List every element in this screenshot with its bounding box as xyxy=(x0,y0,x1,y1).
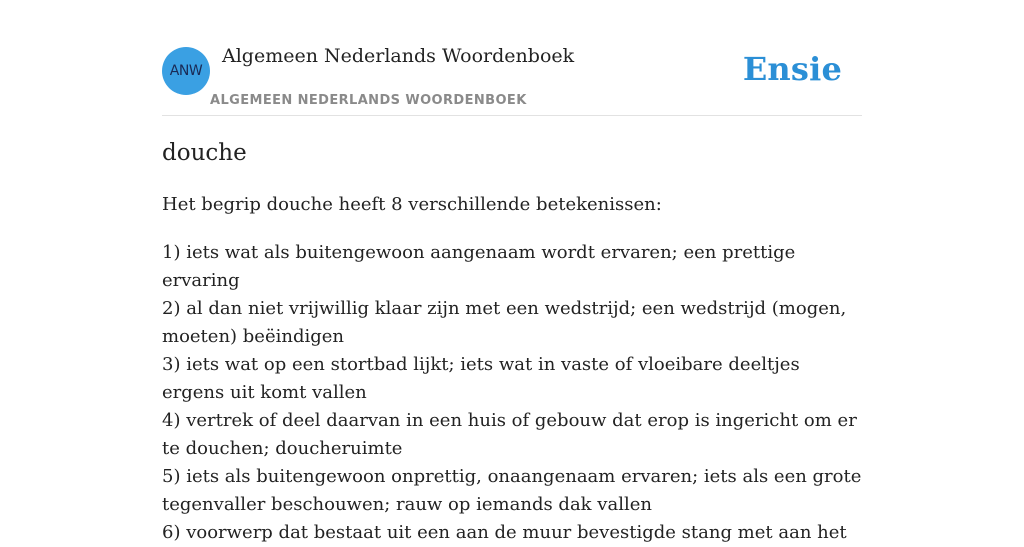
meaning-item: 3) iets wat op een stortbad lijkt; iets wat in vaste of vloeibare deeltjes ergens uit komt vallen xyxy=(162,354,800,403)
meaning-item: 4) vertrek of deel daarvan in een huis of gebouw dat erop is ingericht om er te douchen; doucheruimte xyxy=(162,410,857,459)
anw-logo[interactable]: ANW xyxy=(162,47,210,95)
meaning-item: 2) al dan niet vrijwillig klaar zijn met een wedstrijd; een wedstrijd (mogen, moeten) beëindigen xyxy=(162,298,847,347)
dictionary-title-link[interactable]: Algemeen Nederlands Woordenboek xyxy=(222,45,575,67)
ensie-brand-logo[interactable]: Ensie xyxy=(742,50,842,88)
meaning-item: 6) voorwerp dat bestaat uit een aan de muur bevestigde stang met aan het xyxy=(162,522,847,543)
entry-word: douche xyxy=(162,140,247,166)
dictionary-header xyxy=(162,0,862,116)
meanings-list xyxy=(162,239,862,547)
dictionary-subtitle: ALGEMEEN NEDERLANDS WOORDENBOEK xyxy=(210,93,527,108)
entry-intro: Het begrip douche heeft 8 verschillende betekenissen: xyxy=(162,194,662,215)
meaning-item: 5) iets als buitengewoon onprettig, onaangenaam ervaren; iets als een grote tegenvaller beschouwen; rauw op iemands dak vallen xyxy=(162,466,862,515)
page-container xyxy=(162,0,862,543)
meaning-item: 1) iets wat als buitengewoon aangenaam wordt ervaren; een prettige ervaring xyxy=(162,242,796,291)
